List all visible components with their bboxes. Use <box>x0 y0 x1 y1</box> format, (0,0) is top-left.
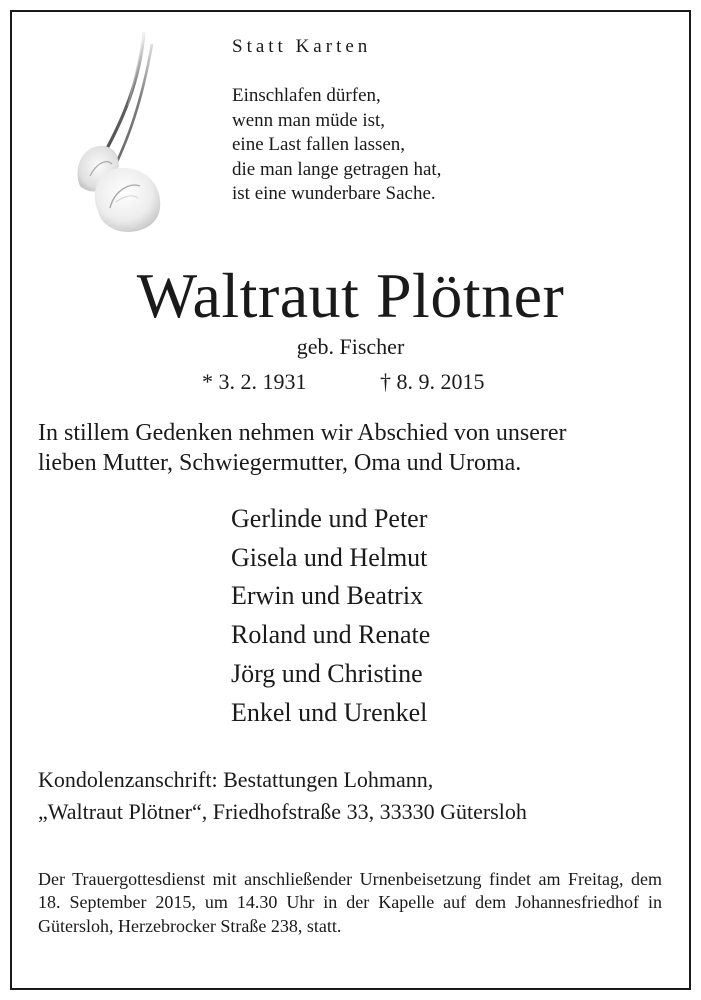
service-notice: Der Trauergottesdienst mit anschließender Urnenbeisetzung findet am Freitag, dem 18. September 2015, um 14.30 Uhr in der Kapelle auf dem Johannesfriedhof in Gütersloh, Herzebrocker Straße 238, statt. <box>38 869 662 936</box>
poem-line: ist eine wunderbare Sache. <box>232 183 436 204</box>
farewell-message <box>38 418 678 478</box>
condolence-line: „Waltraut Plötner“, Friedhofstraße 33, 33330 Gütersloh <box>38 799 527 824</box>
message-line: In stillem Gedenken nehmen wir Abschied von unserer <box>38 420 567 446</box>
poem <box>232 84 441 207</box>
poem-line: wenn man müde ist, <box>232 109 386 131</box>
poem-line: eine Last fallen lassen, <box>232 134 406 155</box>
birth-date: * 3. 2. 1931 <box>202 369 307 394</box>
mourner-entry: Roland und Renate <box>231 620 431 650</box>
death-date: † 8. 9. 2015 <box>380 369 485 394</box>
condolence-line: Kondolenzanschrift: Bestattungen Lohmann, <box>38 767 434 792</box>
deceased-name: Waltraut Plötner <box>136 260 565 331</box>
mourner-entry: Jörg und Christine <box>231 658 423 688</box>
message-line: lieben Mutter, Schwiegermutter, Oma und Uroma. <box>38 450 522 476</box>
calla-lily-image <box>70 26 185 236</box>
mourner-entry: Gerlinde und Peter <box>231 504 428 533</box>
intro-block <box>232 36 441 207</box>
mourner-entry: Gisela und Helmut <box>231 542 428 572</box>
condolence-address <box>38 764 527 828</box>
mourner-entry: Erwin und Beatrix <box>231 581 424 611</box>
statt-karten-heading: Statt Karten <box>232 36 372 57</box>
mourner-entry: Enkel und Urenkel <box>231 697 428 727</box>
mourners-list <box>231 500 430 732</box>
maiden-name: geb. Fischer <box>296 334 405 359</box>
poem-line: die man lange getragen hat, <box>232 158 442 180</box>
poem-line: Einschlafen dürfen, <box>232 85 381 106</box>
